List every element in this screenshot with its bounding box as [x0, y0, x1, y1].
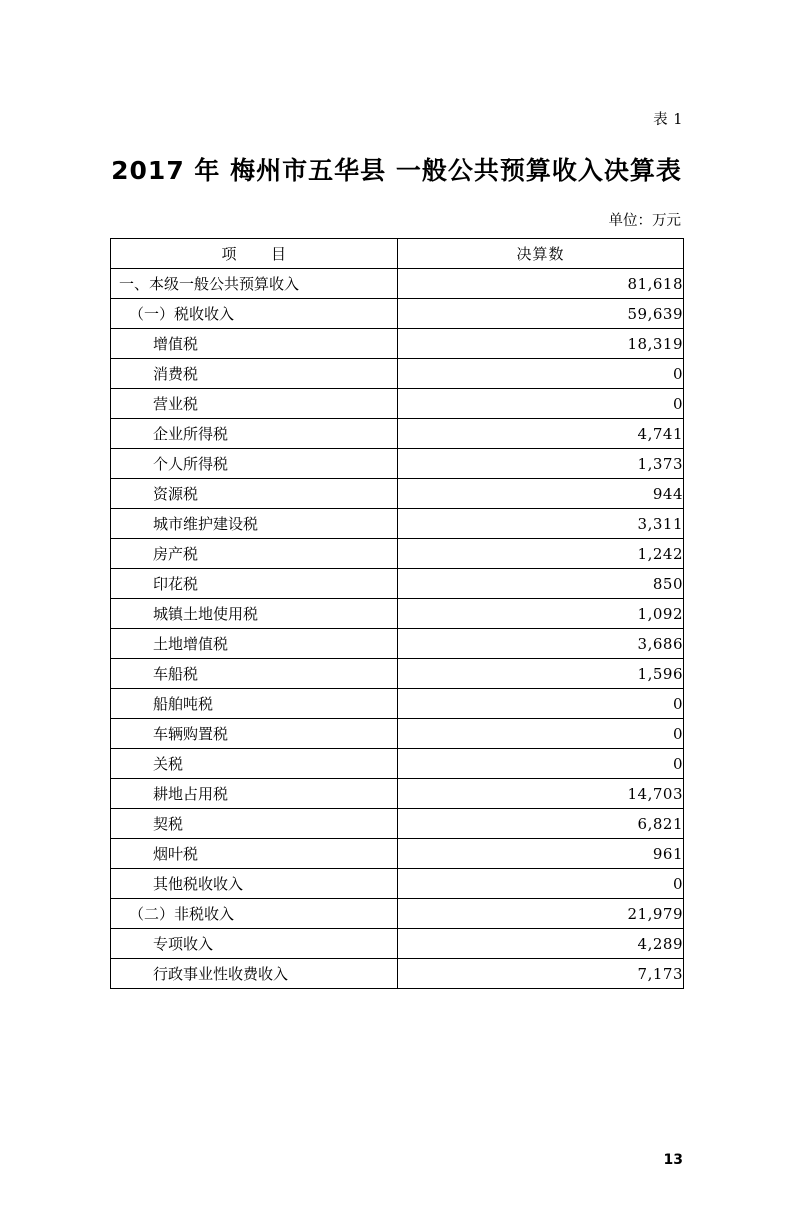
table-row — [111, 539, 684, 569]
page-number: 13 — [663, 1152, 683, 1168]
row-label: 房产税 — [111, 539, 398, 569]
table-row — [111, 419, 684, 449]
row-label: 一、本级一般公共预算收入 — [111, 269, 398, 299]
row-label: 土地增值税 — [111, 629, 398, 659]
row-value: 4,289 — [398, 929, 684, 959]
document-page — [0, 108, 793, 1230]
row-value: 3,686 — [398, 629, 684, 659]
table-row — [111, 869, 684, 899]
row-label: 其他税收收入 — [111, 869, 398, 899]
table-row — [111, 569, 684, 599]
row-value: 21,979 — [398, 899, 684, 929]
table-row — [111, 599, 684, 629]
table-row — [111, 779, 684, 809]
table-label: 表 1 — [653, 112, 683, 128]
row-value: 944 — [398, 479, 684, 509]
table-body — [111, 269, 684, 989]
row-label: 车船税 — [111, 659, 398, 689]
row-value: 7,173 — [398, 959, 684, 989]
table-row — [111, 389, 684, 419]
row-value: 3,311 — [398, 509, 684, 539]
row-label: 烟叶税 — [111, 839, 398, 869]
table-row — [111, 269, 684, 299]
table-row — [111, 299, 684, 329]
row-label: （二）非税收入 — [111, 899, 398, 929]
row-value: 0 — [398, 359, 684, 389]
row-label: 增值税 — [111, 329, 398, 359]
row-value: 59,639 — [398, 299, 684, 329]
row-value: 0 — [398, 689, 684, 719]
row-value: 18,319 — [398, 329, 684, 359]
row-value: 4,741 — [398, 419, 684, 449]
row-value: 14,703 — [398, 779, 684, 809]
row-label: 个人所得税 — [111, 449, 398, 479]
page-title: 2017 年 梅州市五华县 一般公共预算收入决算表 — [111, 156, 682, 185]
table-row — [111, 359, 684, 389]
unit-note: 单位：万元 — [608, 213, 681, 229]
row-label: 消费税 — [111, 359, 398, 389]
table-row — [111, 959, 684, 989]
table-row — [111, 659, 684, 689]
column-header-item — [111, 239, 398, 269]
row-label: 城镇土地使用税 — [111, 599, 398, 629]
table-header-row — [111, 239, 684, 269]
table-row — [111, 509, 684, 539]
table-row — [111, 809, 684, 839]
row-value: 850 — [398, 569, 684, 599]
row-value: 1,373 — [398, 449, 684, 479]
row-label: 车辆购置税 — [111, 719, 398, 749]
row-label: 专项收入 — [111, 929, 398, 959]
row-value: 0 — [398, 719, 684, 749]
row-label: 企业所得税 — [111, 419, 398, 449]
row-label: 行政事业性收费收入 — [111, 959, 398, 989]
row-label: 印花税 — [111, 569, 398, 599]
table-row — [111, 479, 684, 509]
row-value: 1,596 — [398, 659, 684, 689]
row-label: 城市维护建设税 — [111, 509, 398, 539]
row-label: 资源税 — [111, 479, 398, 509]
table-row — [111, 449, 684, 479]
table-row — [111, 719, 684, 749]
column-header-item-text-1: 项 — [221, 245, 237, 263]
table-row — [111, 689, 684, 719]
column-header-item-text-2: 目 — [271, 245, 287, 263]
column-header-value: 决算数 — [398, 239, 684, 269]
row-value: 81,618 — [398, 269, 684, 299]
row-label: 船舶吨税 — [111, 689, 398, 719]
row-value: 0 — [398, 389, 684, 419]
table-row — [111, 749, 684, 779]
row-label: 关税 — [111, 749, 398, 779]
row-label: 耕地占用税 — [111, 779, 398, 809]
table-row — [111, 629, 684, 659]
row-value: 961 — [398, 839, 684, 869]
row-value: 6,821 — [398, 809, 684, 839]
row-value: 1,092 — [398, 599, 684, 629]
row-value: 0 — [398, 749, 684, 779]
row-label: 契税 — [111, 809, 398, 839]
row-value: 0 — [398, 869, 684, 899]
row-label: 营业税 — [111, 389, 398, 419]
table-row — [111, 899, 684, 929]
table-row — [111, 839, 684, 869]
table-row — [111, 929, 684, 959]
row-value: 1,242 — [398, 539, 684, 569]
row-label: （一）税收收入 — [111, 299, 398, 329]
table-row — [111, 329, 684, 359]
budget-revenue-table — [110, 238, 684, 989]
